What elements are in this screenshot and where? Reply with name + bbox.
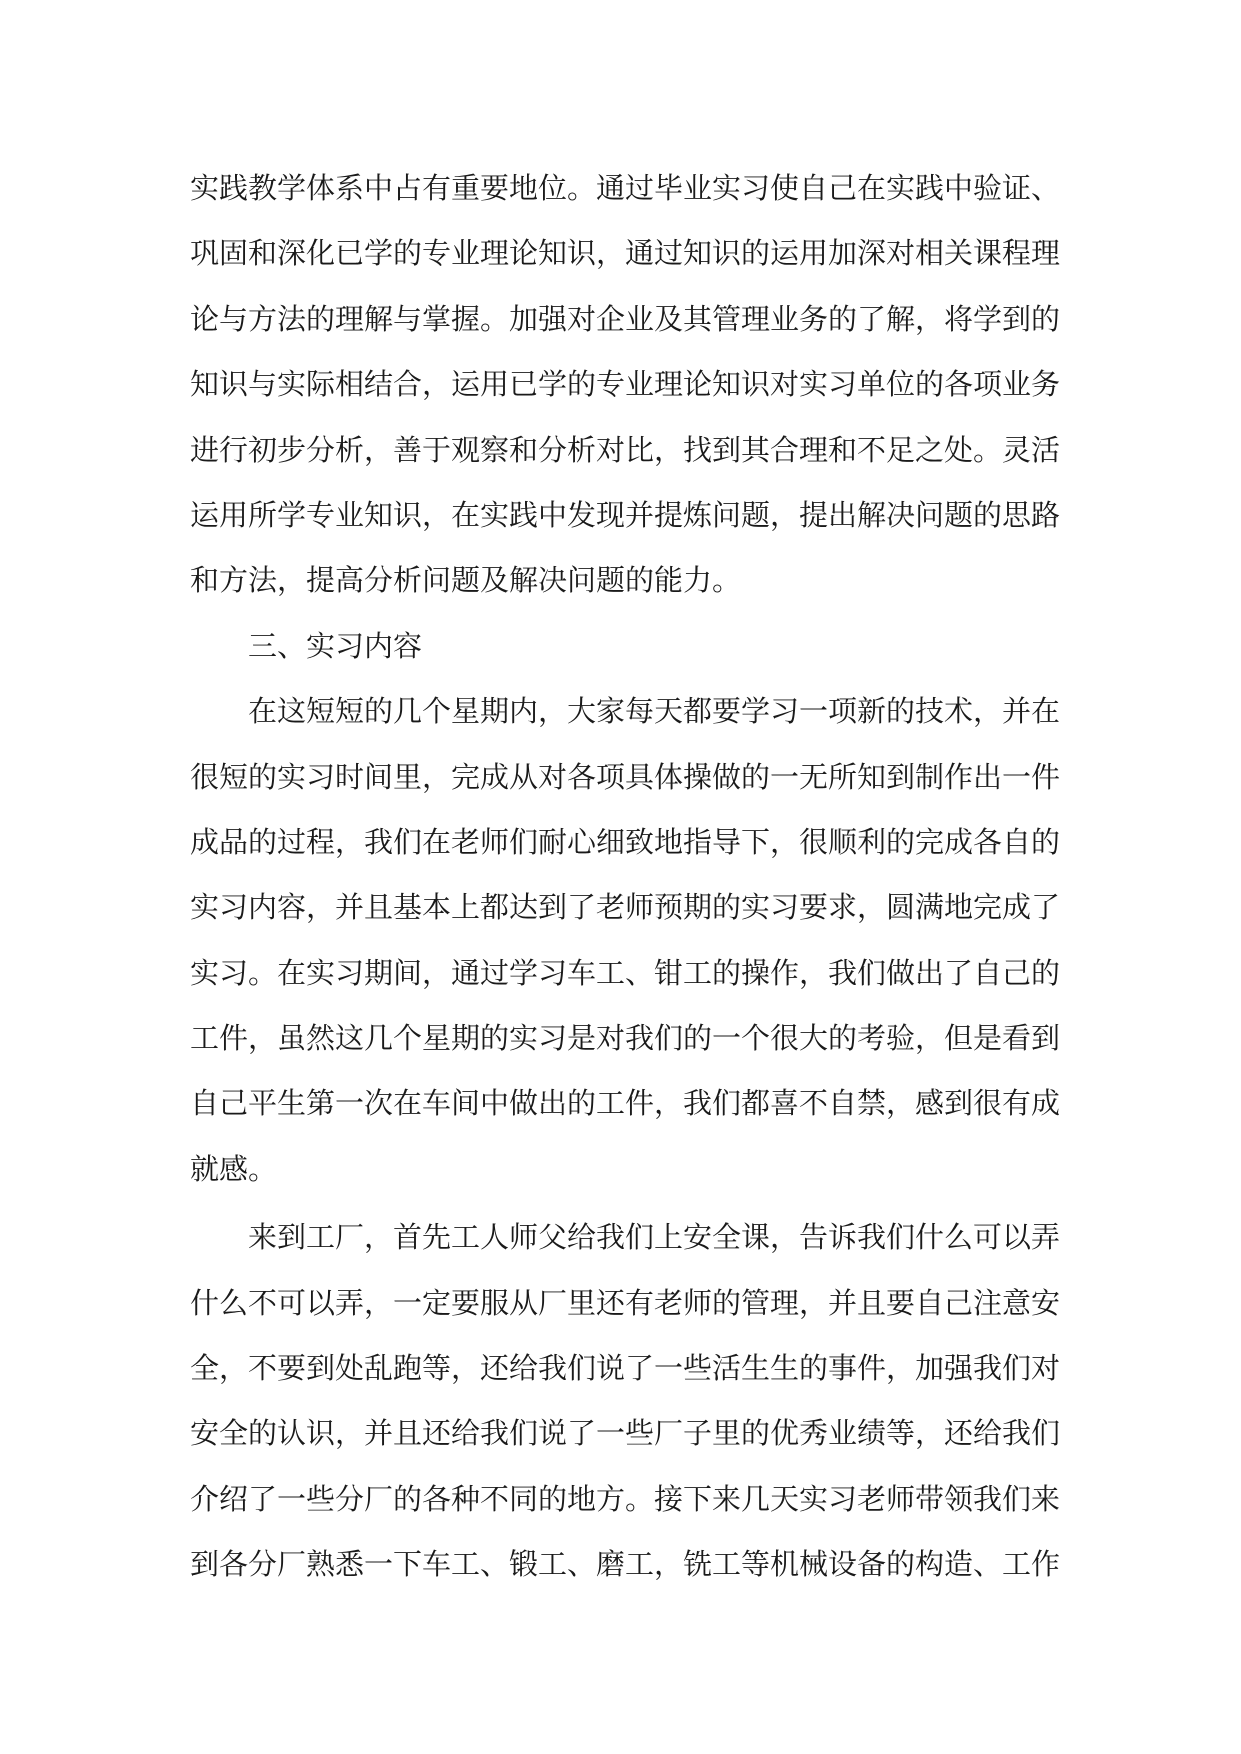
text-line: 实习。在实习期间，通过学习车工、钳工的操作，我们做出了自己的 [190,955,1061,990]
text-line: 知识与实际相结合，运用已学的专业理论知识对实习单位的各项业务 [190,367,1061,402]
text-line: 来到工厂，首先工人师父给我们上安全课，告诉我们什么可以弄 [248,1220,1061,1255]
text-line: 在这短短的几个星期内，大家每天都要学习一项新的技术，并在 [248,694,1061,729]
text-line: 介绍了一些分厂的各种不同的地方。接下来几天实习老师带领我们来 [190,1481,1061,1516]
document-body [190,156,1061,1598]
text-line: 什么不可以弄，一定要服从厂里还有老师的管理，并且要自己注意安 [190,1285,1061,1320]
text-line: 全，不要到处乱跑等，还给我们说了一些活生生的事件，加强我们对 [190,1351,1061,1386]
text-line: 实习内容，并且基本上都达到了老师预期的实习要求，圆满地完成了 [190,890,1061,925]
text-line: 到各分厂熟悉一下车工、锻工、磨工，铣工等机械设备的构造、工作 [190,1547,1061,1582]
text-line: 和方法，提高分析问题及解决问题的能力。 [190,563,742,598]
section-heading: 三、实习内容 [248,628,423,663]
text-line: 论与方法的理解与掌握。加强对企业及其管理业务的了解，将学到的 [190,301,1061,336]
text-line: 工件，虽然这几个星期的实习是对我们的一个很大的考验，但是看到 [190,1021,1061,1056]
text-line: 实践教学体系中占有重要地位。通过毕业实习使自己在实践中验证、 [190,171,1061,205]
text-line: 运用所学专业知识，在实践中发现并提炼问题，提出解决问题的思路 [190,497,1061,532]
text-line: 自己平生第一次在车间中做出的工件，我们都喜不自禁，感到很有成 [190,1086,1061,1121]
text-line: 成品的过程，我们在老师们耐心细致地指导下，很顺利的完成各自的 [190,824,1061,859]
text-line: 就感。 [190,1151,278,1186]
text-line: 很短的实习时间里，完成从对各项具体操做的一无所知到制作出一件 [190,759,1061,794]
text-line: 巩固和深化已学的专业理论知识，通过知识的运用加深对相关课程理 [190,236,1061,271]
text-line: 进行初步分析，善于观察和分析对比，找到其合理和不足之处。灵活 [190,432,1061,467]
text-line: 安全的认识，并且还给我们说了一些厂子里的优秀业绩等，还给我们 [190,1416,1061,1451]
